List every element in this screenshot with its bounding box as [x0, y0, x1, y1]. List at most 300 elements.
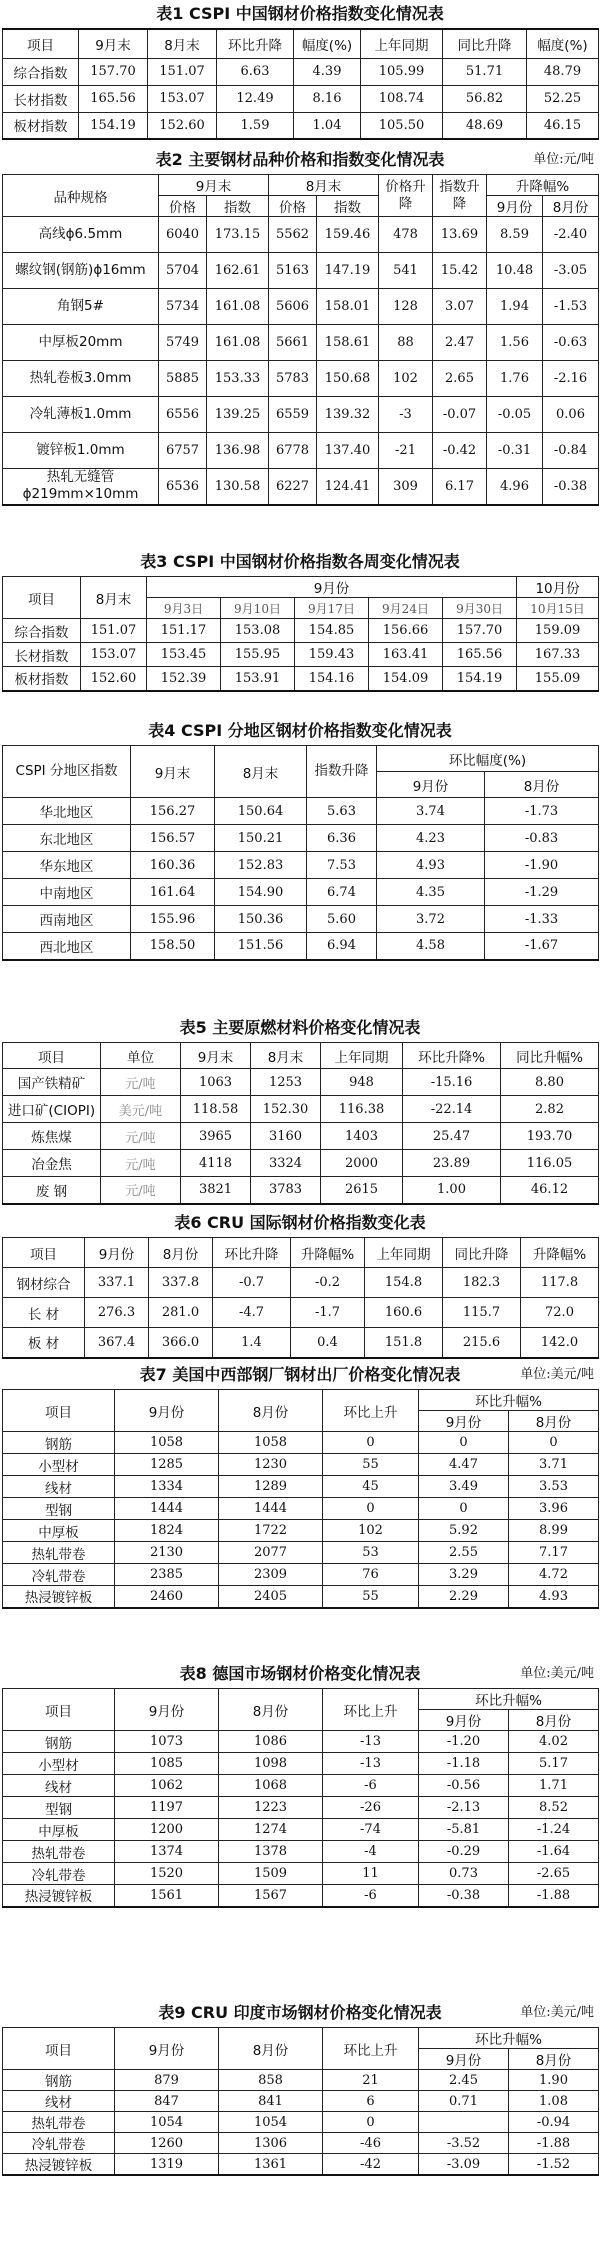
t9-cell: -3.09 [419, 2154, 509, 2176]
t8-row [3, 1797, 599, 1819]
t4-row [3, 933, 599, 960]
table5-title-bar [2, 1014, 598, 1042]
t2-cell: 15.42 [433, 253, 487, 289]
t3-row [3, 667, 599, 691]
t9-row-label: 热轧带卷 [3, 2112, 115, 2133]
t8-row-label: 热浸镀锌板 [3, 1885, 115, 1907]
t5-row [3, 1069, 599, 1096]
t8-row [3, 1885, 599, 1907]
t7-row [3, 1498, 599, 1520]
t1-cell: 1.04 [294, 112, 361, 139]
t2-cell: -0.84 [543, 433, 599, 469]
t9-body [3, 2070, 599, 2176]
t2-cell: 130.58 [207, 469, 269, 505]
t2-cell: -3.05 [543, 253, 599, 289]
t3-body [3, 619, 599, 691]
t4-h-mom-pct: 环比幅度(%) [377, 746, 599, 772]
t3-cell: 167.33 [517, 643, 599, 667]
t8-cell: 0.73 [419, 1863, 509, 1885]
t5-h-aug-end: 8月末 [251, 1043, 321, 1069]
t7-cell: 4.47 [419, 1454, 509, 1476]
t2-h-index-change: 指数升降 [433, 175, 487, 217]
t7-cell: 0 [419, 1432, 509, 1454]
t7-h-pct-aug: 8月份 [509, 1411, 599, 1432]
t8-cell: -1.64 [509, 1841, 599, 1863]
t2-h-change-pct: 升降幅% [487, 175, 599, 196]
t2-cell: 10.48 [487, 253, 543, 289]
t4-cell: 4.35 [377, 879, 485, 906]
t2-cell: -21 [379, 433, 433, 469]
t2-cell: 88 [379, 325, 433, 361]
t8-cell: 1561 [115, 1885, 219, 1907]
t2-cell: 5661 [269, 325, 317, 361]
t1-row [3, 58, 599, 85]
t7-cell: 1722 [219, 1520, 323, 1542]
t5-cell: 1403 [321, 1123, 403, 1150]
t6-cell: 142.0 [521, 1328, 599, 1358]
t2-cell: 8.59 [487, 217, 543, 253]
table5-header-row [3, 1043, 599, 1069]
t9-h-mom-pct: 环比升幅% [419, 2028, 599, 2049]
t4-row-label: 东北地区 [3, 825, 131, 852]
t9-row [3, 2091, 599, 2112]
table1-title-bar [2, 0, 598, 28]
t5-cell: 元/吨 [101, 1150, 181, 1177]
t8-cell: 1062 [115, 1775, 219, 1797]
t9-h-pct-sep: 9月份 [419, 2049, 509, 2070]
t4-cell: 161.64 [131, 879, 215, 906]
t9-cell: 2.45 [419, 2070, 509, 2091]
t1-h-yoy-change: 同比升降 [443, 29, 527, 58]
table3-section [2, 548, 598, 692]
t6-cell: 72.0 [521, 1298, 599, 1328]
t4-cell: 3.72 [377, 906, 485, 933]
table4-title-bar [2, 717, 598, 745]
t6-cell: 276.3 [85, 1298, 149, 1328]
t8-cell: -1.24 [509, 1819, 599, 1841]
t7-cell: 3.96 [509, 1498, 599, 1520]
t5-cell: 元/吨 [101, 1177, 181, 1204]
t1-cell: 6.63 [217, 58, 294, 85]
t4-cell: 150.64 [215, 798, 307, 825]
t8-cell: 1223 [219, 1797, 323, 1819]
t1-cell: 105.99 [361, 58, 443, 85]
t3-cell: 159.43 [295, 643, 369, 667]
t5-row-label: 进口矿(CIOPI) [3, 1096, 101, 1123]
t5-row [3, 1177, 599, 1204]
t5-cell: -22.14 [403, 1096, 501, 1123]
t7-cell: 53 [323, 1542, 419, 1564]
t7-cell: 2405 [219, 1586, 323, 1608]
t8-cell: -1.88 [509, 1885, 599, 1907]
table6-title: 表6 CRU 国际钢材价格指数变化表 [174, 1213, 426, 1232]
t1-cell: 51.71 [443, 58, 527, 85]
t9-h-aug: 8月份 [219, 2028, 323, 2070]
t8-cell: -0.29 [419, 1841, 509, 1863]
t8-h-item: 项目 [3, 1689, 115, 1731]
t9-h-pct-aug: 8月份 [509, 2049, 599, 2070]
t2-cell: 147.19 [317, 253, 379, 289]
t6-row-label: 钢材综合 [3, 1268, 85, 1298]
t2-row-label: 角钢5# [3, 289, 159, 325]
t2-h-sep-end: 9月末 [159, 175, 269, 196]
t2-cell: 137.40 [317, 433, 379, 469]
t4-cell: 158.50 [131, 933, 215, 960]
t5-cell: 3783 [251, 1177, 321, 1204]
t7-cell: 5.92 [419, 1520, 509, 1542]
table9-india [2, 2027, 599, 2176]
t6-cell: 151.8 [365, 1328, 443, 1358]
t9-cell [419, 2112, 509, 2133]
table2-section [2, 146, 598, 506]
t3-cell: 153.07 [81, 643, 147, 667]
t7-cell: 0 [509, 1432, 599, 1454]
t3-h-date-6: 10月15日 [517, 598, 599, 619]
t2-cell: -0.07 [433, 397, 487, 433]
t4-cell: 156.57 [131, 825, 215, 852]
t1-cell: 152.60 [148, 112, 217, 139]
t8-row-label: 冷轧带卷 [3, 1863, 115, 1885]
t2-cell: 5783 [269, 361, 317, 397]
t8-cell: 1374 [115, 1841, 219, 1863]
t1-cell: 153.07 [148, 85, 217, 112]
t2-cell: -0.31 [487, 433, 543, 469]
t1-row-label: 长材指数 [3, 85, 79, 112]
t4-cell: -1.73 [485, 798, 599, 825]
t2-row [3, 397, 599, 433]
t7-cell: 1230 [219, 1454, 323, 1476]
t8-cell: 1086 [219, 1731, 323, 1753]
t8-h-mom-change: 环比上升 [323, 1689, 419, 1731]
t5-cell: -15.16 [403, 1069, 501, 1096]
table7-unit: 单位:美元/吨 [520, 1367, 594, 1382]
t2-row [3, 325, 599, 361]
table7-title-bar [2, 1361, 598, 1389]
t4-cell: -1.67 [485, 933, 599, 960]
t1-h-aug-end: 8月末 [148, 29, 217, 58]
t6-h-aug: 8月份 [149, 1238, 213, 1268]
t9-cell: 879 [115, 2070, 219, 2091]
t3-h-october: 10月份 [517, 577, 599, 598]
t8-cell: 1567 [219, 1885, 323, 1907]
t7-h-aug: 8月份 [219, 1390, 323, 1432]
t4-h-index-change: 指数升降 [307, 746, 377, 798]
t8-cell: -6 [323, 1885, 419, 1907]
t8-cell: -2.13 [419, 1797, 509, 1819]
t2-cell: 2.65 [433, 361, 487, 397]
t1-cell: 154.19 [79, 112, 148, 139]
t7-row-label: 热轧带卷 [3, 1542, 115, 1564]
t2-cell: 0.06 [543, 397, 599, 433]
t5-cell: 118.58 [181, 1096, 251, 1123]
t7-h-pct-sep: 9月份 [419, 1411, 509, 1432]
t7-row-label: 型钢 [3, 1498, 115, 1520]
t8-h-pct-sep: 9月份 [419, 1710, 509, 1731]
t5-cell: 3821 [181, 1177, 251, 1204]
table9-title-bar [2, 1999, 598, 2027]
t5-cell: 2.82 [501, 1096, 599, 1123]
table7-title: 表7 美国中西部钢厂钢材出厂价格变化情况表 [139, 1365, 461, 1384]
table4-section [2, 717, 598, 961]
table8-germany [2, 1688, 599, 1908]
t2-row [3, 361, 599, 397]
table9-header-row-1 [3, 2028, 599, 2049]
t2-cell: -1.53 [543, 289, 599, 325]
t7-row [3, 1586, 599, 1608]
t1-h-sep-end: 9月末 [79, 29, 148, 58]
t9-cell: 858 [219, 2070, 323, 2091]
t8-cell: 1378 [219, 1841, 323, 1863]
t4-h-pct-aug: 8月份 [485, 772, 599, 798]
t9-cell: 0 [323, 2112, 419, 2133]
t5-cell: 3965 [181, 1123, 251, 1150]
t1-cell: 108.74 [361, 85, 443, 112]
t7-body [3, 1432, 599, 1608]
table8-title-bar [2, 1660, 598, 1688]
t5-cell: 3324 [251, 1150, 321, 1177]
t9-cell: 6 [323, 2091, 419, 2112]
t7-row-label: 小型材 [3, 1454, 115, 1476]
table5-raw-materials [2, 1042, 599, 1205]
table3-header-row-1 [3, 577, 599, 598]
t8-h-aug: 8月份 [219, 1689, 323, 1731]
t4-row [3, 852, 599, 879]
t2-cell: 5704 [159, 253, 207, 289]
table6-title-bar [2, 1209, 598, 1237]
table9-title: 表9 CRU 印度市场钢材价格变化情况表 [158, 2003, 442, 2022]
t2-h-variety: 品种规格 [3, 175, 159, 217]
t8-h-pct-aug: 8月份 [509, 1710, 599, 1731]
t1-row [3, 112, 599, 139]
t6-row [3, 1268, 599, 1298]
t8-row-label: 热轧带卷 [3, 1841, 115, 1863]
t8-row-label: 线材 [3, 1775, 115, 1797]
t2-cell: 139.32 [317, 397, 379, 433]
t7-cell: 55 [323, 1454, 419, 1476]
t5-cell: 4118 [181, 1150, 251, 1177]
t5-body [3, 1069, 599, 1204]
t3-cell: 165.56 [443, 643, 517, 667]
t5-row [3, 1123, 599, 1150]
t2-cell: 13.69 [433, 217, 487, 253]
t7-row-label: 中厚板 [3, 1520, 115, 1542]
t9-h-item: 项目 [3, 2028, 115, 2070]
t2-row [3, 289, 599, 325]
t2-h-aug-price: 价格 [269, 196, 317, 217]
t9-row [3, 2070, 599, 2091]
t2-cell: 6757 [159, 433, 207, 469]
t8-cell: -4 [323, 1841, 419, 1863]
t5-cell: 美元/吨 [101, 1096, 181, 1123]
t5-cell: 193.70 [501, 1123, 599, 1150]
t4-row-label: 中南地区 [3, 879, 131, 906]
t3-cell: 152.60 [81, 667, 147, 691]
t2-cell: -0.05 [487, 397, 543, 433]
t7-cell: 4.72 [509, 1564, 599, 1586]
t7-cell: 2309 [219, 1564, 323, 1586]
t6-h-last-year: 上年同期 [365, 1238, 443, 1268]
t8-cell: -5.81 [419, 1819, 509, 1841]
t2-cell: 150.68 [317, 361, 379, 397]
t4-cell: 152.83 [215, 852, 307, 879]
table1-title: 表1 CSPI 中国钢材价格指数变化情况表 [156, 4, 444, 23]
table6-header-row [3, 1238, 599, 1268]
t8-cell: 11 [323, 1863, 419, 1885]
t2-cell: 6040 [159, 217, 207, 253]
t3-row [3, 619, 599, 643]
t9-cell: -3.52 [419, 2133, 509, 2154]
t9-h-mom-change: 环比上升 [323, 2028, 419, 2070]
table7-section [2, 1361, 598, 1609]
table7-us-midwest [2, 1389, 599, 1609]
t7-cell: 3.53 [509, 1476, 599, 1498]
t7-h-mom-change: 环比上升 [323, 1390, 419, 1432]
t1-body [3, 58, 599, 139]
t7-cell: 1824 [115, 1520, 219, 1542]
t8-h-sep: 9月份 [115, 1689, 219, 1731]
t8-row [3, 1841, 599, 1863]
t4-row-label: 华东地区 [3, 852, 131, 879]
t3-row [3, 643, 599, 667]
t2-cell: 541 [379, 253, 433, 289]
table5-section [2, 1014, 598, 1205]
t6-cell: 1.4 [213, 1328, 291, 1358]
table8-unit: 单位:美元/吨 [520, 1666, 594, 1681]
t1-h-yoy-pct: 幅度(%) [527, 29, 599, 58]
t7-cell: 3.29 [419, 1564, 509, 1586]
t1-h-last-year: 上年同期 [361, 29, 443, 58]
t9-cell: -1.88 [509, 2133, 599, 2154]
t7-row [3, 1454, 599, 1476]
t4-cell: 5.60 [307, 906, 377, 933]
t5-cell: 46.12 [501, 1177, 599, 1204]
t4-cell: -1.33 [485, 906, 599, 933]
t3-cell: 153.91 [221, 667, 295, 691]
table4-title: 表4 CSPI 分地区钢材价格指数变化情况表 [148, 721, 452, 740]
t4-cell: 154.90 [215, 879, 307, 906]
table3-title-bar [2, 548, 598, 576]
t9-cell: -1.52 [509, 2154, 599, 2176]
table3-title: 表3 CSPI 中国钢材价格指数各周变化情况表 [140, 552, 460, 571]
t2-cell: 5885 [159, 361, 207, 397]
t2-cell: 5606 [269, 289, 317, 325]
t6-cell: -0.7 [213, 1268, 291, 1298]
t6-body [3, 1268, 599, 1358]
t1-cell: 52.25 [527, 85, 599, 112]
t3-row-label: 板材指数 [3, 667, 81, 691]
t7-cell: 7.17 [509, 1542, 599, 1564]
t4-cell: 151.56 [215, 933, 307, 960]
t8-cell: 1.71 [509, 1775, 599, 1797]
t9-h-sep: 9月份 [115, 2028, 219, 2070]
t6-cell: -0.2 [291, 1268, 365, 1298]
t6-h-item: 项目 [3, 1238, 85, 1268]
t2-cell: -0.42 [433, 433, 487, 469]
t2-cell: 162.61 [207, 253, 269, 289]
t4-cell: 4.93 [377, 852, 485, 879]
t1-h-mom-change: 环比升降 [217, 29, 294, 58]
t5-cell: 元/吨 [101, 1069, 181, 1096]
t2-h-pct-aug: 8月份 [543, 196, 599, 217]
t5-cell: 948 [321, 1069, 403, 1096]
t7-cell: 2.55 [419, 1542, 509, 1564]
t2-cell: -2.16 [543, 361, 599, 397]
t6-h-yoy-change: 同比升降 [443, 1238, 521, 1268]
t6-cell: 115.7 [443, 1298, 521, 1328]
t2-cell: 6536 [159, 469, 207, 505]
t3-cell: 154.09 [369, 667, 443, 691]
t4-cell: 155.96 [131, 906, 215, 933]
t6-cell: 160.6 [365, 1298, 443, 1328]
t2-row [3, 253, 599, 289]
t2-cell: 2.47 [433, 325, 487, 361]
t2-row-label: 热轧卷板3.0mm [3, 361, 159, 397]
t2-row-label: 热轧无缝管 ɸ219mm×10mm [3, 469, 159, 505]
t4-row [3, 906, 599, 933]
t7-cell: 2130 [115, 1542, 219, 1564]
t3-cell: 151.17 [147, 619, 221, 643]
t9-cell: -0.94 [509, 2112, 599, 2133]
t7-row [3, 1542, 599, 1564]
t8-h-mom-pct: 环比升幅% [419, 1689, 599, 1710]
t2-cell: 102 [379, 361, 433, 397]
t9-row-label: 线材 [3, 2091, 115, 2112]
table2-header-row-1 [3, 175, 599, 196]
t7-h-sep: 9月份 [115, 1390, 219, 1432]
t8-row-label: 钢筋 [3, 1731, 115, 1753]
t9-cell: 1260 [115, 2133, 219, 2154]
t8-row-label: 中厚板 [3, 1819, 115, 1841]
t4-cell: 4.23 [377, 825, 485, 852]
t5-h-item: 项目 [3, 1043, 101, 1069]
t6-cell: 366.0 [149, 1328, 213, 1358]
t7-row [3, 1476, 599, 1498]
t3-h-date-2: 9月10日 [221, 598, 295, 619]
t5-cell: 3160 [251, 1123, 321, 1150]
t9-row [3, 2112, 599, 2133]
t8-cell: 4.02 [509, 1731, 599, 1753]
t5-row-label: 废 钢 [3, 1177, 101, 1204]
t3-cell: 152.39 [147, 667, 221, 691]
table5-title: 表5 主要原燃材料价格变化情况表 [179, 1018, 421, 1037]
t5-h-unit: 单位 [101, 1043, 181, 1069]
t2-h-price-change: 价格升降 [379, 175, 433, 217]
t9-cell: 1361 [219, 2154, 323, 2176]
t7-cell: 45 [323, 1476, 419, 1498]
t6-h-mom-change: 环比升降 [213, 1238, 291, 1268]
table3-weekly-index [2, 576, 599, 692]
table2-steel-varieties [2, 174, 599, 506]
t2-h-sep-price: 价格 [159, 196, 207, 217]
t2-cell: 309 [379, 469, 433, 505]
t4-row-label: 华北地区 [3, 798, 131, 825]
t6-cell: 0.4 [291, 1328, 365, 1358]
t5-cell: 116.05 [501, 1150, 599, 1177]
table4-header-row-1 [3, 746, 599, 772]
t3-h-date-3: 9月17日 [295, 598, 369, 619]
t1-cell: 48.69 [443, 112, 527, 139]
table9-section [2, 1999, 598, 2176]
t8-cell: -26 [323, 1797, 419, 1819]
t7-cell: 8.99 [509, 1520, 599, 1542]
t2-cell: 136.98 [207, 433, 269, 469]
t8-cell: 1197 [115, 1797, 219, 1819]
t1-cell: 157.70 [79, 58, 148, 85]
table6-cru-index [2, 1237, 599, 1359]
t6-row-label: 长 材 [3, 1298, 85, 1328]
t2-row-label: 冷轧薄板1.0mm [3, 397, 159, 433]
t8-cell: -74 [323, 1819, 419, 1841]
